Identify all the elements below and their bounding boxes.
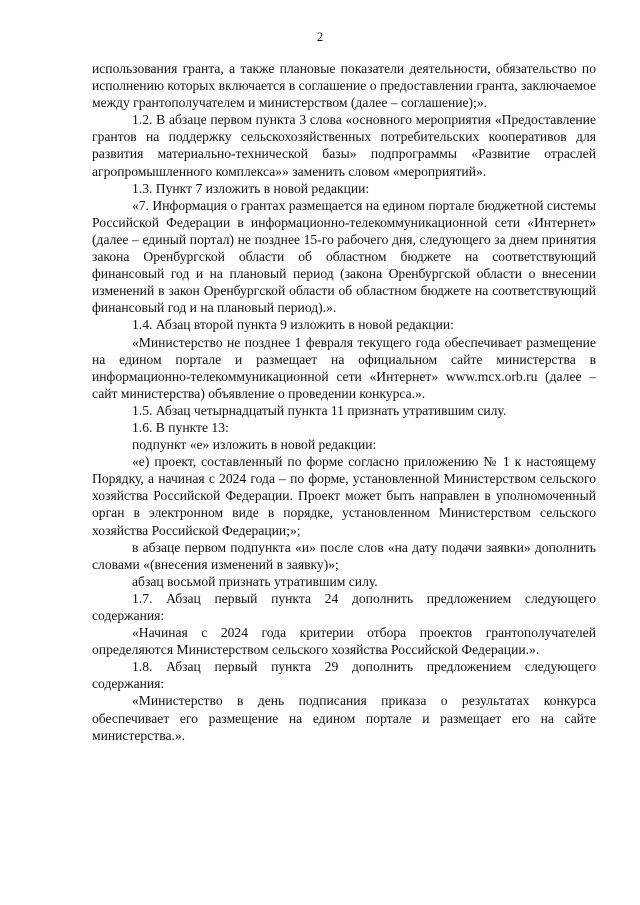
paragraph-13: «Начиная с 2024 года критерии отбора проектов грантополучателей определяются Министерством сельского хозяйства Российской Федерации.». (92, 625, 596, 658)
paragraph-6: 1.5. Абзац четырнадцатый пункта 11 признать утратившим силу. (132, 402, 507, 418)
paragraph-12: 1.7. Абзац первый пункта 24 дополнить предложением следующего содержания: (92, 590, 596, 623)
paragraph-14: 1.8. Абзац первый пункта 29 дополнить предложением следующего содержания: (92, 659, 596, 692)
paragraph-0: использования гранта, а также плановые показатели деятельности, обязательство по исполнению которых включается в соглашение о предоставлении гранта, заключаемое между грантополучателем и министерством (далее – соглашение);». (92, 61, 596, 111)
paragraph-7: 1.6. В пункте 13: (132, 419, 229, 435)
page-number: 2 (316, 30, 324, 44)
paragraph-8: подпункт «е» изложить в новой редакции: (132, 437, 377, 453)
paragraph-1: 1.2. В абзаце первом пункта 3 слова «основного мероприятия «Предоставление грантов на поддержку сельскохозяйственных потребительских кооперативов для развития материально-технической базы» подпрограммы «Развитие отраслей агропромышленного комплекса»» заменить словом «мероприятий». (92, 112, 596, 179)
paragraph-2: 1.3. Пункт 7 изложить в новой редакции: (132, 180, 370, 196)
document-body (92, 60, 596, 744)
paragraph-10: в абзаце первом подпункта «и» после слов «на дату подачи заявки» дополнить словами «(внесения изменений в заявку)»; (92, 539, 596, 572)
paragraph-15: «Министерство в день подписания приказа о результатах конкурса обеспечивает его размещение на едином портале и размещает его на сайте министерства.». (92, 693, 596, 743)
paragraph-9: «е) проект, составленный по форме согласно приложению № 1 к настоящему Порядку, а начиная с 2024 года – по форме, установленной Министерством сельского хозяйства Российской Федерации. Проект может быть направлен в уполномоченный орган в электронном виде в порядке, установленном Министерством сельского хозяйства Российской Федерации;»; (92, 454, 596, 538)
paragraph-5: «Министерство не позднее 1 февраля текущего года обеспечивает размещение на едином портале и размещает на официальном сайте министерства в информационно-телекоммуникационной сети «Интернет» www.mcx.orb.ru (далее – сайт министерства) объявление о проведении конкурса.». (92, 334, 596, 401)
paragraph-11: абзац восьмой признать утратившим силу. (132, 573, 378, 589)
paragraph-4: 1.4. Абзац второй пункта 9 изложить в новой редакции: (132, 317, 454, 333)
paragraph-3: «7. Информация о грантах размещается на едином портале бюджетной системы Российской Федерации в информационно-телекоммуникационной сети «Интернет» (далее – единый портал) не позднее 15-го рабочего дня, следующего за днем принятия закона Оренбургской области об областном бюджете на соответствующий финансовый год и на плановый период (закона Оренбургской области о внесении изменений в закон Оренбургской области об областном бюджете на соответствующий финансовый год и на плановый период).». (92, 197, 596, 316)
